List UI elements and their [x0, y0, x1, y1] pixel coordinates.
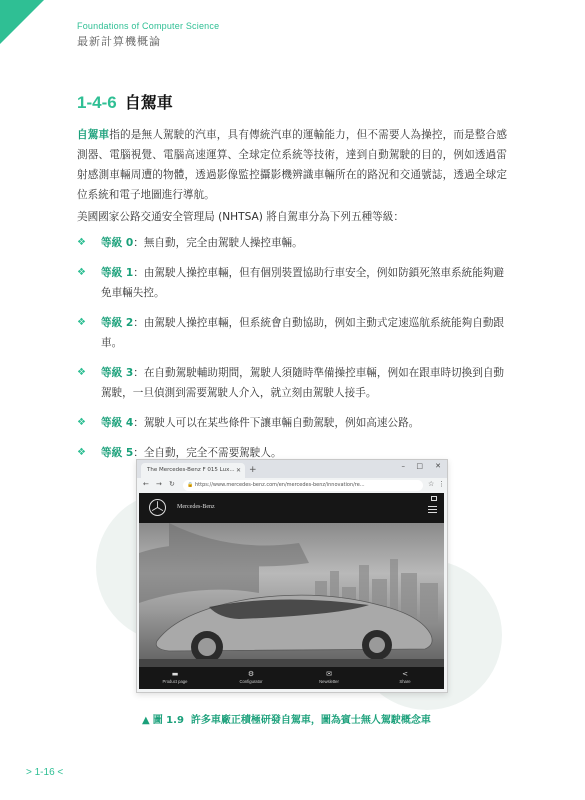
list-item: [77, 233, 507, 253]
book-title-en: Foundations of Computer Science: [77, 21, 220, 31]
level-label: 等級 4: [101, 417, 134, 429]
forward-arrow-icon[interactable]: →: [156, 480, 162, 488]
concept-car-hero-image: [139, 523, 444, 667]
section-number: 1-4-6: [77, 93, 117, 112]
newsletter-icon: ✉: [326, 670, 332, 678]
intro-paragraph: [77, 125, 507, 205]
section-title: 自駕車: [124, 93, 173, 112]
close-tab-icon[interactable]: ✕: [235, 467, 241, 474]
brand-name: Mercedes-Benz: [177, 504, 215, 510]
close-window-icon[interactable]: ✕: [435, 462, 441, 470]
level-label: 等級 0: [101, 237, 134, 249]
footer-configurator[interactable]: [221, 667, 281, 689]
section-heading: [77, 90, 173, 113]
levels-intro: 美國國家公路交通安全管理局 (NHTSA) 將自駕車分為下列五種等級：: [77, 211, 404, 223]
reload-icon[interactable]: ↻: [169, 480, 175, 488]
configurator-icon: ⚙: [247, 670, 255, 678]
address-bar[interactable]: [183, 480, 423, 491]
book-title-zh: 最新計算機概論: [77, 35, 161, 48]
caption-text: 許多車廠正積極研發自駕車，圖為賓士無人駕駛概念車: [190, 715, 431, 726]
list-item: [77, 263, 507, 303]
tab-title: The Mercedes-Benz F 015 Lux...: [147, 467, 235, 473]
level-text: ：由駕駛人操控車輛，但有個別裝置協助行車安全，例如防鎖死煞車系統能夠避免車輛失控。: [101, 267, 505, 299]
level-label: 等級 5: [101, 447, 134, 459]
footer-product-page[interactable]: [145, 667, 205, 689]
share-icon: <: [402, 670, 408, 678]
minimize-icon[interactable]: –: [401, 462, 405, 470]
site-footer-bar: [139, 667, 444, 689]
maximize-icon[interactable]: □: [416, 462, 423, 470]
footer-label: Product page: [162, 679, 188, 684]
browser-window-figure: [136, 459, 448, 693]
level-label: 等級 2: [101, 317, 134, 329]
caption-label: 圖 1.9: [152, 715, 184, 726]
external-link-icon[interactable]: [431, 496, 437, 501]
mercedes-star-logo[interactable]: [149, 499, 166, 516]
browser-tab[interactable]: [141, 463, 245, 478]
footer-newsletter[interactable]: [299, 667, 359, 689]
bookmark-star-icon[interactable]: ☆: [428, 480, 435, 488]
website-content: [139, 493, 444, 689]
diamond-bullet-icon: ❖: [77, 447, 86, 458]
list-item: [77, 313, 507, 353]
lock-icon: 🔒: [187, 482, 194, 488]
menu-dots-icon[interactable]: ⋮: [438, 480, 445, 488]
back-arrow-icon[interactable]: ←: [143, 480, 149, 488]
intro-text: 指的是無人駕駛的汽車，具有傳統汽車的運輸能力，但不需要人為操控，而是整合感測器、電腦視覺、電腦高速運算、全球定位系統等技術，達到自動駕駛的目的，例如透過雷射感測車輛周遭的物體，透過影像監控攝影機辨識車輛所在的路況和交通號誌，透過全球定位系統和電子地圖進行導航。: [77, 129, 508, 201]
corner-decoration: [0, 0, 44, 44]
level-text: ：在自動駕駛輔助期間，駕駛人須隨時準備操控車輛，例如在跟車時切換到自動駕駛，一旦偵測到需要駕駛人介入，就立刻由駕駛人接手。: [101, 367, 505, 399]
level-label: 等級 3: [101, 367, 134, 379]
level-text: ：駕駛人可以在某些條件下讓車輛自動駕駛，例如高速公路。: [133, 417, 420, 429]
car-icon: ▬: [171, 670, 179, 678]
diamond-bullet-icon: ❖: [77, 267, 86, 278]
level-text: ：無自動，完全由駕駛人操控車輛。: [133, 237, 303, 249]
footer-label: Newsletter: [319, 679, 339, 684]
hamburger-menu-icon[interactable]: [428, 506, 437, 513]
level-text: ：全自動，完全不需要駕駛人。: [133, 447, 282, 459]
new-tab-icon[interactable]: +: [249, 465, 257, 475]
figure-caption: [142, 711, 431, 726]
browser-toolbar: [137, 478, 447, 493]
footer-label: Share: [399, 679, 411, 684]
diamond-bullet-icon: ❖: [77, 237, 86, 248]
levels-list: [77, 233, 507, 473]
list-item: [77, 413, 507, 433]
page-number: > 1-16 <: [26, 767, 64, 778]
level-label: 等級 1: [101, 267, 134, 279]
level-text: ：由駕駛人操控車輛，但系統會自動協助，例如主動式定速巡航系統能夠自動跟車。: [101, 317, 505, 349]
intro-term: 自駕車: [77, 129, 110, 141]
footer-label: Configurator: [239, 679, 263, 684]
url-text: https://www.mercedes-benz.com/en/mercedes-benz/innovation/re...: [195, 482, 365, 488]
site-header: [139, 493, 444, 523]
list-item: [77, 363, 507, 403]
diamond-bullet-icon: ❖: [77, 317, 86, 328]
diamond-bullet-icon: ❖: [77, 417, 86, 428]
browser-tab-bar: [137, 460, 447, 478]
footer-share[interactable]: [375, 667, 435, 689]
triangle-icon: ▲: [142, 715, 150, 726]
diamond-bullet-icon: ❖: [77, 367, 86, 378]
